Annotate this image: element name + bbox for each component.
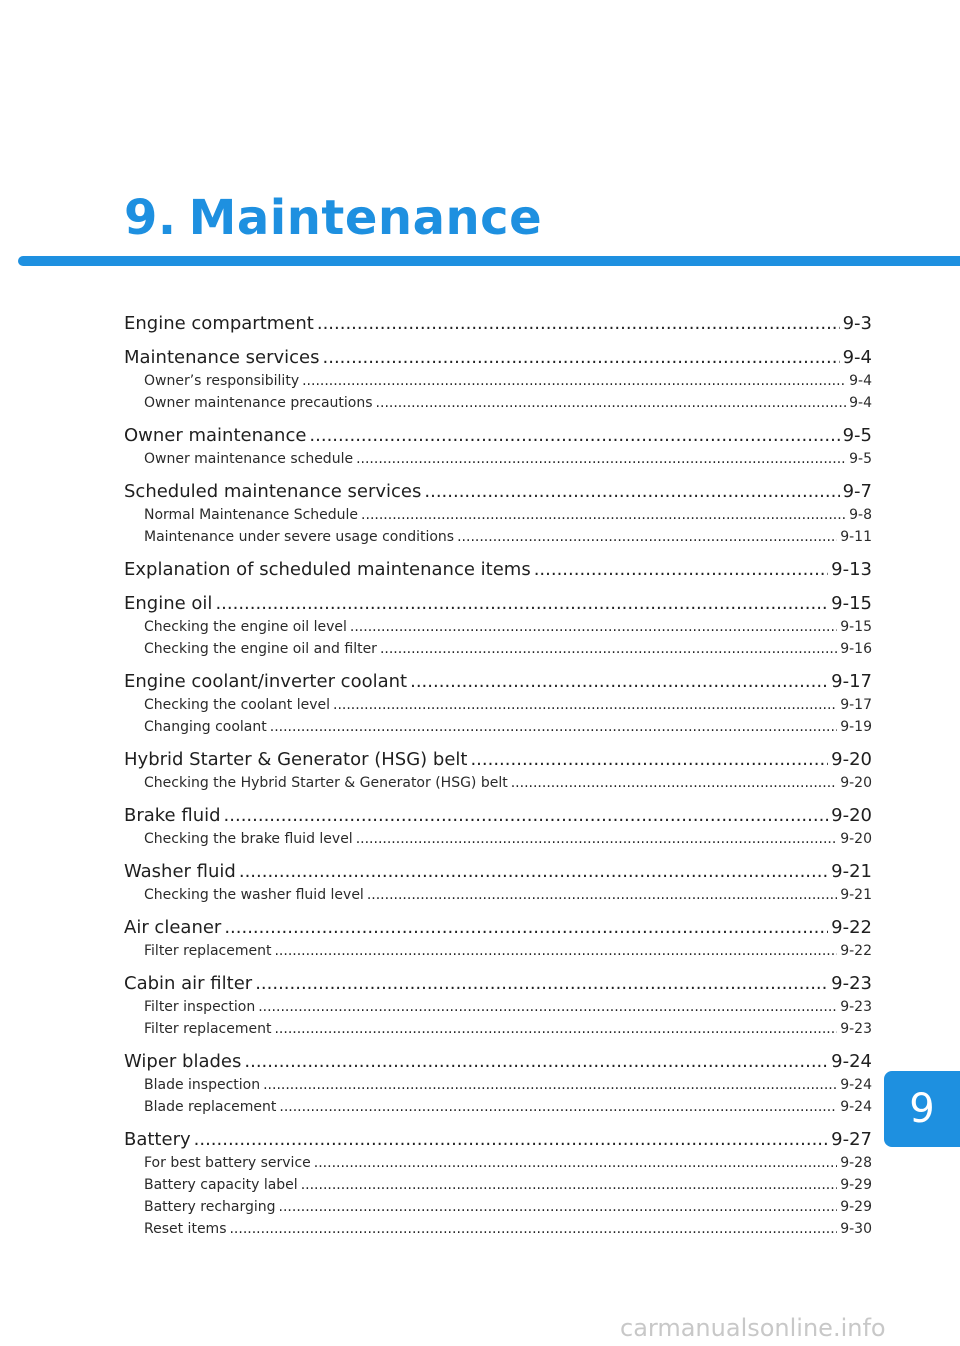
toc-subentry[interactable] bbox=[124, 1196, 872, 1218]
toc-subentry[interactable] bbox=[124, 940, 872, 962]
toc-entry-label: Maintenance services bbox=[124, 347, 320, 368]
toc-entry-label: Wiper blades bbox=[124, 1051, 242, 1072]
toc-leader-dots bbox=[309, 424, 839, 448]
toc-leader-dots bbox=[356, 828, 838, 850]
toc-entry-label: Washer fluid bbox=[124, 861, 236, 882]
toc-entry[interactable] bbox=[124, 748, 872, 772]
toc-entry[interactable] bbox=[124, 480, 872, 504]
toc-entry-label: Brake fluid bbox=[124, 805, 221, 826]
toc-entry-page: 9-5 bbox=[849, 451, 872, 467]
toc-leader-dots bbox=[302, 370, 846, 392]
toc-entry-label: Engine coolant/inverter coolant bbox=[124, 671, 408, 692]
toc-entry-page: 9-23 bbox=[840, 999, 872, 1015]
toc-leader-dots bbox=[301, 1174, 838, 1196]
toc-subentry[interactable] bbox=[124, 1074, 872, 1096]
toc-subentry[interactable] bbox=[124, 716, 872, 738]
toc-entry-label: Blade replacement bbox=[144, 1099, 277, 1115]
toc-leader-dots bbox=[279, 1096, 837, 1118]
toc-entry-label: Battery recharging bbox=[144, 1199, 276, 1215]
toc-subentry[interactable] bbox=[124, 616, 872, 638]
toc-subentry[interactable] bbox=[124, 370, 872, 392]
toc-leader-dots bbox=[380, 638, 837, 660]
toc-entry-page: 9-4 bbox=[849, 373, 872, 389]
toc-entry-label: Checking the brake fluid level bbox=[144, 831, 353, 847]
toc-subentry[interactable] bbox=[124, 884, 872, 906]
toc-subentry[interactable] bbox=[124, 1174, 872, 1196]
toc-subentry[interactable] bbox=[124, 638, 872, 660]
toc-entry[interactable] bbox=[124, 592, 872, 616]
toc-subentry[interactable] bbox=[124, 504, 872, 526]
toc-entry-page: 9-23 bbox=[831, 973, 872, 994]
toc-entry-label: Filter replacement bbox=[144, 1021, 272, 1037]
toc-entry-label: Blade inspection bbox=[144, 1077, 261, 1093]
toc-entry-page: 9-29 bbox=[840, 1199, 872, 1215]
toc-entry-label: Scheduled maintenance services bbox=[124, 481, 422, 502]
toc-leader-dots bbox=[229, 1218, 837, 1240]
toc-entry-page: 9-28 bbox=[840, 1155, 872, 1171]
toc-leader-dots bbox=[194, 1128, 829, 1152]
toc-entry[interactable] bbox=[124, 346, 872, 370]
toc-entry[interactable] bbox=[124, 1050, 872, 1074]
toc-leader-dots bbox=[258, 996, 837, 1018]
toc-entry[interactable] bbox=[124, 860, 872, 884]
toc-entry-label: Owner maintenance schedule bbox=[144, 451, 354, 467]
toc-leader-dots bbox=[255, 972, 828, 996]
toc-entry[interactable] bbox=[124, 916, 872, 940]
toc-entry-label: Engine oil bbox=[124, 593, 213, 614]
toc-entry-label: Checking the engine oil and filter bbox=[144, 641, 377, 657]
toc-entry-page: 9-24 bbox=[840, 1099, 872, 1115]
toc-entry-page: 9-24 bbox=[840, 1077, 872, 1093]
toc-entry[interactable] bbox=[124, 312, 872, 336]
toc-subentry[interactable] bbox=[124, 1218, 872, 1240]
toc-entry-page: 9-15 bbox=[840, 619, 872, 635]
chapter-title bbox=[124, 188, 542, 248]
toc-entry-page: 9-3 bbox=[842, 313, 872, 334]
toc-entry-label: Battery capacity label bbox=[144, 1177, 298, 1193]
toc-leader-dots bbox=[457, 526, 837, 548]
toc-subentry[interactable] bbox=[124, 996, 872, 1018]
toc-leader-dots bbox=[534, 558, 828, 582]
toc-leader-dots bbox=[270, 716, 837, 738]
chapter-tab[interactable] bbox=[884, 1071, 960, 1147]
toc-subentry[interactable] bbox=[124, 1096, 872, 1118]
toc-leader-dots bbox=[224, 804, 829, 828]
toc-entry-label: Maintenance under severe usage conditions bbox=[144, 529, 455, 545]
toc-entry-page: 9-21 bbox=[831, 861, 872, 882]
toc-subentry[interactable] bbox=[124, 1152, 872, 1174]
toc-leader-dots bbox=[323, 346, 840, 370]
toc-entry-label: Owner maintenance precautions bbox=[144, 395, 373, 411]
toc-leader-dots bbox=[511, 772, 837, 794]
chapter-number: 9. bbox=[124, 190, 177, 246]
chapter-tab-label: 9 bbox=[909, 1086, 935, 1132]
toc-leader-dots bbox=[239, 860, 828, 884]
toc-entry[interactable] bbox=[124, 558, 872, 582]
toc-leader-dots bbox=[274, 940, 837, 962]
toc-entry-label: Checking the washer fluid level bbox=[144, 887, 364, 903]
toc-subentry[interactable] bbox=[124, 1018, 872, 1040]
toc-entry-page: 9-7 bbox=[842, 481, 872, 502]
toc-entry-page: 9-13 bbox=[831, 559, 872, 580]
toc-entry-label: For best battery service bbox=[144, 1155, 311, 1171]
toc-leader-dots bbox=[244, 1050, 828, 1074]
toc-leader-dots bbox=[215, 592, 828, 616]
toc-entry[interactable] bbox=[124, 1128, 872, 1152]
toc-entry-page: 9-20 bbox=[831, 749, 872, 770]
toc-entry-label: Explanation of scheduled maintenance items bbox=[124, 559, 531, 580]
toc-entry-page: 9-16 bbox=[840, 641, 872, 657]
toc-entry-page: 9-4 bbox=[849, 395, 872, 411]
toc-entry-label: Air cleaner bbox=[124, 917, 222, 938]
toc-entry-page: 9-17 bbox=[840, 697, 872, 713]
toc-subentry[interactable] bbox=[124, 772, 872, 794]
toc-leader-dots bbox=[361, 504, 846, 526]
toc-leader-dots bbox=[350, 616, 837, 638]
chapter-name: Maintenance bbox=[188, 190, 543, 246]
toc-entry-label: Normal Maintenance Schedule bbox=[144, 507, 359, 523]
toc-entry-label: Hybrid Starter & Generator (HSG) belt bbox=[124, 749, 468, 770]
toc-leader-dots bbox=[263, 1074, 837, 1096]
toc-entry-page: 9-27 bbox=[831, 1129, 872, 1150]
toc-entry-page: 9-19 bbox=[840, 719, 872, 735]
toc-entry-page: 9-29 bbox=[840, 1177, 872, 1193]
toc-leader-dots bbox=[424, 480, 839, 504]
toc-entry-page: 9-15 bbox=[831, 593, 872, 614]
toc-entry-label: Filter inspection bbox=[144, 999, 256, 1015]
toc-entry-page: 9-23 bbox=[840, 1021, 872, 1037]
toc-entry-label: Owner’s responsibility bbox=[144, 373, 300, 389]
toc-leader-dots bbox=[470, 748, 828, 772]
toc-entry-label: Checking the Hybrid Starter & Generator (HSG) belt bbox=[144, 775, 508, 791]
toc-entry-label: Reset items bbox=[144, 1221, 227, 1237]
toc-subentry[interactable] bbox=[124, 448, 872, 470]
toc-leader-dots bbox=[317, 312, 840, 336]
toc-entry-page: 9-22 bbox=[840, 943, 872, 959]
toc-entry-page: 9-17 bbox=[831, 671, 872, 692]
toc-entry[interactable] bbox=[124, 972, 872, 996]
toc-entry-page: 9-5 bbox=[842, 425, 872, 446]
toc-entry-page: 9-24 bbox=[831, 1051, 872, 1072]
table-of-contents bbox=[124, 312, 872, 1240]
toc-leader-dots bbox=[376, 392, 847, 414]
toc-leader-dots bbox=[274, 1018, 837, 1040]
toc-subentry[interactable] bbox=[124, 392, 872, 414]
toc-leader-dots bbox=[314, 1152, 837, 1174]
toc-subentry[interactable] bbox=[124, 526, 872, 548]
toc-entry-page: 9-4 bbox=[842, 347, 872, 368]
toc-entry-page: 9-21 bbox=[840, 887, 872, 903]
toc-entry-page: 9-20 bbox=[831, 805, 872, 826]
toc-leader-dots bbox=[367, 884, 837, 906]
toc-entry[interactable] bbox=[124, 804, 872, 828]
toc-entry-label: Filter replacement bbox=[144, 943, 272, 959]
toc-entry-label: Owner maintenance bbox=[124, 425, 307, 446]
toc-entry-label: Cabin air filter bbox=[124, 973, 253, 994]
toc-entry-page: 9-22 bbox=[831, 917, 872, 938]
toc-leader-dots bbox=[279, 1196, 838, 1218]
toc-entry-page: 9-20 bbox=[840, 831, 872, 847]
toc-subentry[interactable] bbox=[124, 828, 872, 850]
toc-entry-page: 9-20 bbox=[840, 775, 872, 791]
title-rule bbox=[18, 256, 960, 266]
toc-entry-label: Checking the engine oil level bbox=[144, 619, 347, 635]
toc-entry-page: 9-8 bbox=[849, 507, 872, 523]
toc-entry[interactable] bbox=[124, 670, 872, 694]
toc-entry-page: 9-30 bbox=[840, 1221, 872, 1237]
toc-entry-label: Battery bbox=[124, 1129, 191, 1150]
toc-leader-dots bbox=[333, 694, 837, 716]
toc-entry-label: Changing coolant bbox=[144, 719, 267, 735]
toc-leader-dots bbox=[224, 916, 828, 940]
toc-entry[interactable] bbox=[124, 424, 872, 448]
toc-leader-dots bbox=[356, 448, 846, 470]
toc-subentry[interactable] bbox=[124, 694, 872, 716]
toc-entry-label: Checking the coolant level bbox=[144, 697, 330, 713]
toc-entry-page: 9-11 bbox=[840, 529, 872, 545]
watermark: carmanualsonline.info bbox=[620, 1314, 886, 1342]
toc-entry-label: Engine compartment bbox=[124, 313, 314, 334]
toc-leader-dots bbox=[410, 670, 828, 694]
